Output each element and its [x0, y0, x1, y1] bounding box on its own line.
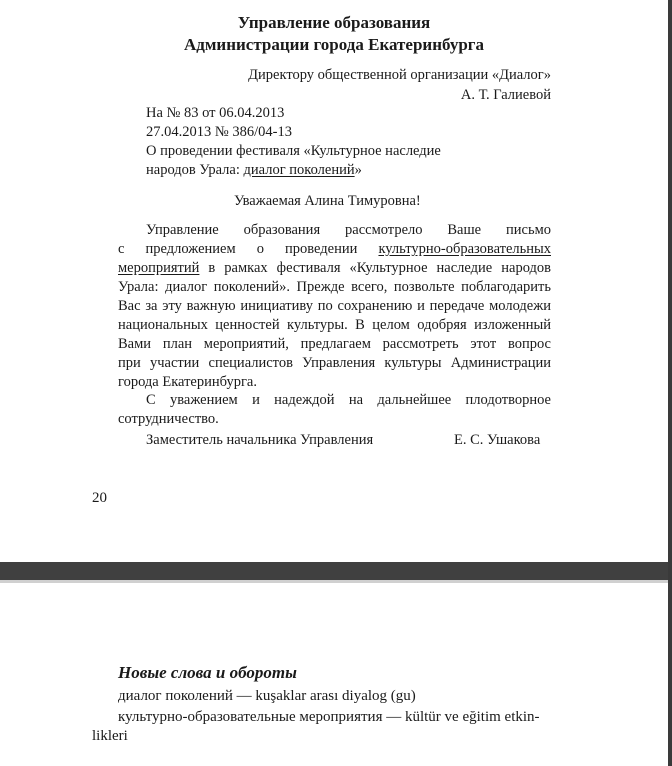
body-line4: Урала: диалог поколений». Прежде всего, позвольте поблагодарить [118, 279, 551, 295]
body-line11: сотрудничество. [118, 411, 219, 427]
salutation: Уважаемая Алина Тимуровна! [234, 193, 421, 209]
page-separator [0, 562, 672, 580]
viewer-right-edge [668, 0, 672, 766]
reference-line2: 27.04.2013 № 386/04-13 [146, 124, 292, 140]
vocabulary-title: Новые слова и обороты [118, 663, 297, 682]
subject-line1: О проведении фестиваля «Культурное наследие [146, 143, 441, 159]
page-number: 20 [92, 490, 107, 506]
page-bottom [0, 580, 668, 766]
vocabulary-item1: диалог поколений — kuşaklar arası diyalog (gu) [118, 688, 416, 704]
subject-line2: народов Урала: диалог поколений» [146, 162, 362, 178]
page-separator-shadow [0, 580, 668, 583]
body-line2: с предложением о проведении культурно-образовательных [118, 241, 551, 257]
vocabulary-item2-line2: likleri [92, 728, 128, 744]
vocabulary-item2-line1: культурно-образовательные мероприятия — kültür ve eğitim etkin- [118, 709, 540, 725]
reference-line1: На № 83 от 06.04.2013 [146, 105, 285, 121]
body-line5: Вас за эту важную инициативу по сохранению и передаче молодежи [118, 298, 551, 314]
letter-header-line1: Управление образования [237, 13, 431, 32]
body-line8: при участии специалистов Управления культуры Администрации [118, 355, 551, 371]
body-line6: национальных ценностей культуры. В целом одобряя изложенный [118, 317, 551, 333]
signature-name: Е. С. Ушакова [454, 432, 541, 448]
addressee-line1: Директору общественной организации «Диалог» [248, 67, 551, 83]
signature-position: Заместитель начальника Управления [146, 432, 374, 448]
body-line1: Управление образования рассмотрело Ваше письмо [146, 222, 551, 238]
addressee-line2: А. Т. Галиевой [460, 87, 551, 103]
body-line3: мероприятий в рамках фестиваля «Культурное наследие народов [118, 260, 551, 276]
body-line9: города Екатеринбурга. [118, 374, 257, 390]
body-line10: С уважением и надеждой на дальнейшее плодотворное [146, 392, 551, 408]
body-line7: Вами план мероприятий, предлагаем рассмотреть этот вопрос [118, 336, 551, 352]
letter-header-line2: Администрации города Екатеринбурга [183, 35, 485, 54]
